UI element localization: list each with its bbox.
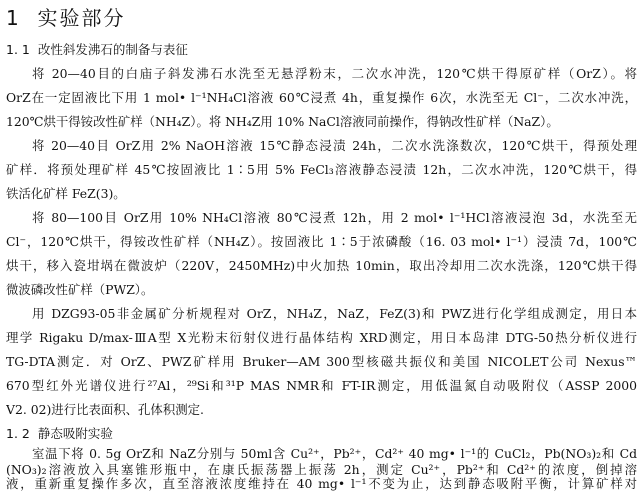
paragraph-line: 理学 Rigaku D/max-ⅢA型 X光粉末衍射仪进行晶体结构 XRD测定，用日本岛津 DTG-50热分析仪进行: [6, 330, 637, 345]
paragraph-line: 烘干，移入瓷坩埚在微波炉（220V，2450MHz)中火加热 10min，取出冷却用二次水洗涤，120℃烘干得: [6, 258, 637, 273]
paragraph-line: 铁活化矿样 FeZ(3)。: [6, 186, 126, 201]
paragraph-line: 将 20—40目 OrZ用 2% NaOH溶液 15℃静态浸渍 24h，二次水洗涤数次，120℃烘干，得预处理: [32, 138, 637, 153]
paragraph-line: 微波磷改性矿样（PWZ）。: [6, 282, 154, 297]
paragraph-line: 将 80—100目 OrZ用 10% NH₄Cl溶液 80℃浸煮 12h，用 2 mol• l⁻¹HCl溶液浸泡 3d，水洗至无: [32, 210, 637, 225]
paragraph-line: TG-DTA测定．对 OrZ、PWZ矿样用 Bruker—AM 300型核磁共振仪和美国 NICOLET公司 Nexus™: [6, 354, 637, 369]
section-title: 实验部分: [37, 6, 126, 30]
subsection-number: 1. 1: [6, 42, 30, 57]
subsection-heading-1-1: [6, 40, 188, 58]
subsection-number: 1. 2: [6, 426, 30, 441]
paragraph-line: 矿样．将预处理矿样 45℃按固液比 1∶5用 5% FeCl₃溶液静态浸渍 12h，二次水冲洗，120℃烘干，得: [6, 162, 637, 177]
paragraph-line: OrZ在一定固液比下用 1 mol• l⁻¹NH₄Cl溶液 60℃浸煮 4h，重复操作 6次，水洗至无 Cl⁻，二次水冲洗，: [6, 90, 637, 105]
subsection-title: 静态吸附实验: [37, 426, 113, 441]
paragraph-line: 用 DZG93-05非金属矿分析规程对 OrZ，NH₄Z，NaZ，FeZ(3)和 PWZ进行化学组成测定，用日本: [32, 306, 637, 321]
paragraph-line: 室温下将 0. 5g OrZ和 NaZ分别与 50ml含 Cu²⁺，Pb²⁺，Cd²⁺ 40 mg• l⁻¹的 CuCl₂，Pb(NO₃)₂和 Cd: [32, 446, 637, 461]
paragraph-line: 液，重新重复操作多次，直至溶液浓度维持在 40 mg• l⁻¹不变为止，达到静态吸附平衡，计算矿样对: [6, 476, 637, 491]
paragraph-line: 120℃烘干得铵改性矿样（NH₄Z）。将 NH₄Z用 10% NaCl溶液同前操作，得钠改性矿样（NaZ）。: [6, 114, 559, 129]
subsection-title: 改性斜发沸石的制备与表征: [37, 42, 188, 57]
paragraph-line: 将 20—40目的白庙子斜发沸石水洗至无悬浮粉末，二次水冲洗，120℃烘干得原矿样（OrZ）。将: [32, 66, 637, 81]
paragraph-line: Cl⁻，120℃烘干，得铵改性矿样（NH₄Z）。按固液比 1∶5于浓磷酸（16. 03 mol• l⁻¹）浸渍 7d，100℃: [6, 234, 637, 249]
paragraph-line: 670型红外光谱仪进行²⁷Al，²⁹Si和³¹P MAS NMR和 FT-IR测定，用低温氮自动吸附仪（ASSP 2000: [6, 378, 637, 393]
subsection-heading-1-2: [6, 424, 113, 442]
section-heading: [6, 2, 125, 31]
paragraph-line: V2. 02)进行比表面积、孔体积测定.: [6, 402, 204, 417]
paragraph-line: (NO₃)₂溶液放入具塞锥形瓶中，在康氏振荡器上振荡 2h，测定 Cu²⁺，Pb²⁺和 Cd²⁺的浓度，倒掉溶: [6, 462, 637, 477]
section-number: 1: [6, 6, 21, 30]
